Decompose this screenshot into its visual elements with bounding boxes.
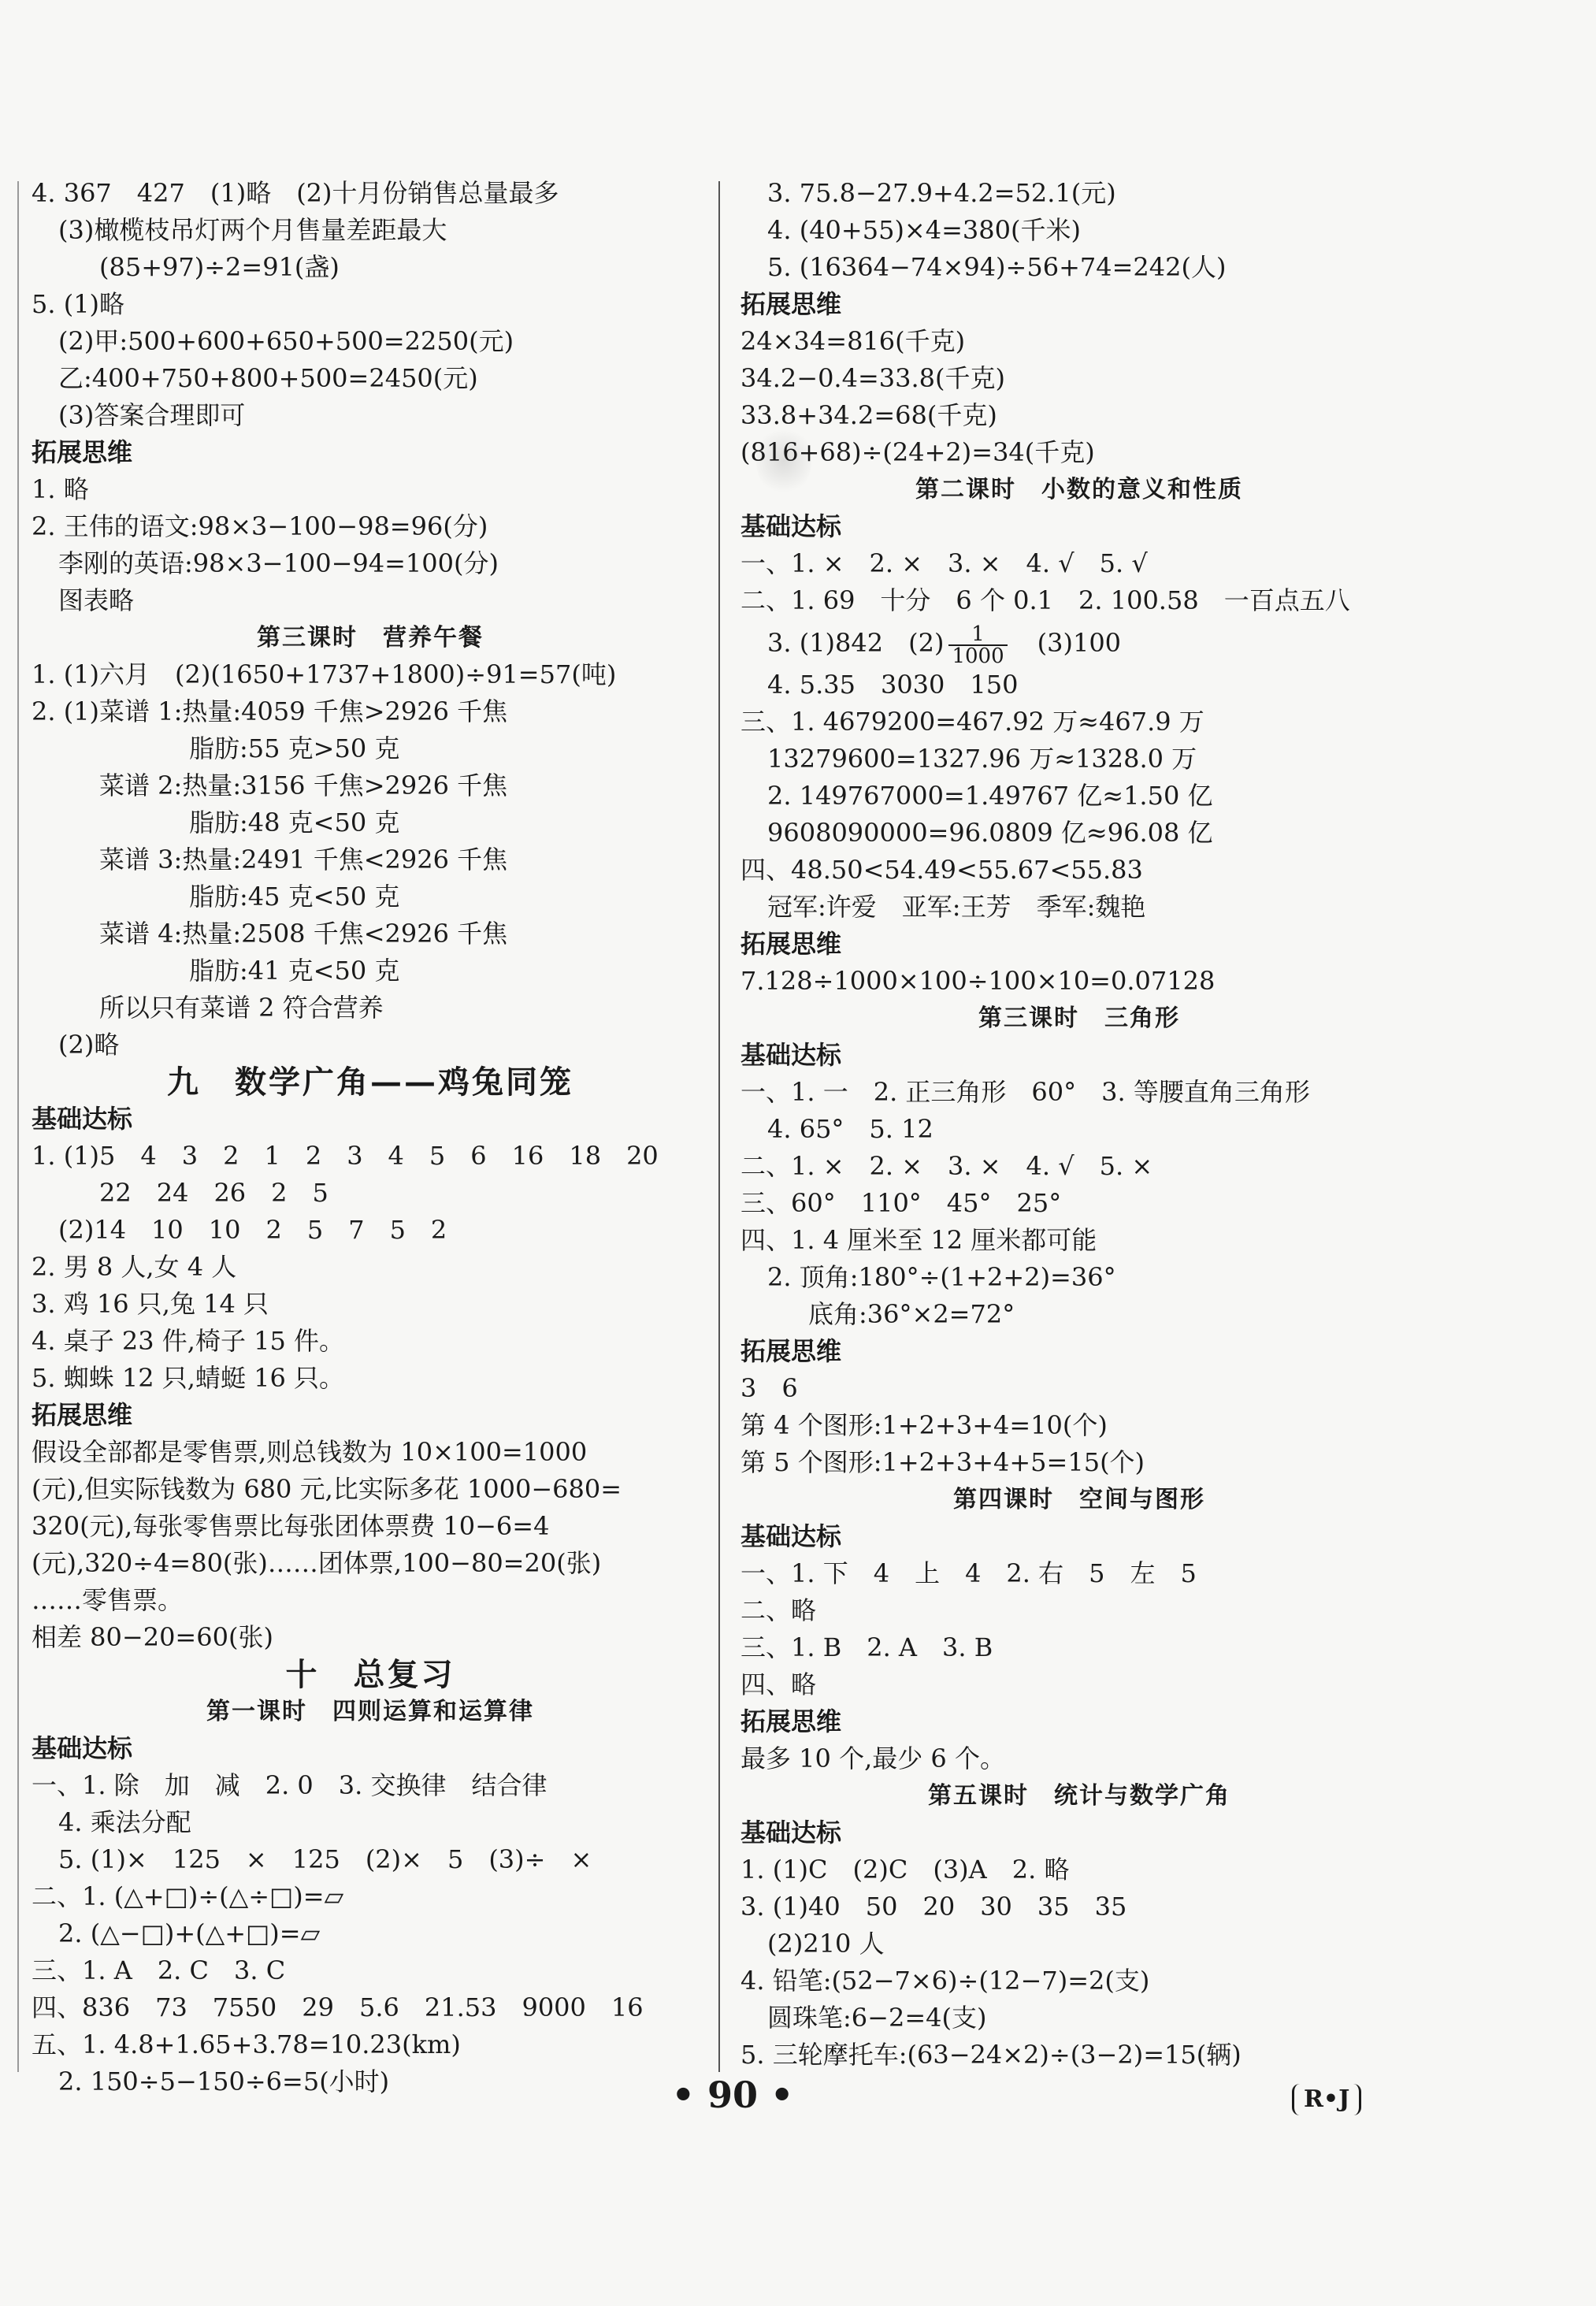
answer-line: 三、60° 110° 45° 25° xyxy=(740,1188,1062,1218)
answer-line: 菜谱 4:热量:2508 千焦<2926 千焦 xyxy=(99,919,508,949)
answer-line: ……零售票。 xyxy=(32,1585,184,1615)
answer-line: 33.8+34.2=68(千克) xyxy=(740,400,997,430)
answer-line: 一、1. × 2. × 3. × 4. √ 5. √ xyxy=(740,548,1148,578)
answer-line: 四、836 73 7550 29 5.6 21.53 9000 16 xyxy=(32,1992,644,2022)
lesson-heading: 第二课时 小数的意义和性质 xyxy=(915,476,1243,503)
fraction xyxy=(948,624,1007,667)
answer-line: 3. (1)40 50 20 30 35 35 xyxy=(740,1892,1127,1922)
answer-line: 五、1. 4.8+1.65+3.78=10.23(km) xyxy=(32,2029,461,2059)
answer-line: 菜谱 2:热量:3156 千焦>2926 千焦 xyxy=(99,771,508,800)
answer-line: 图表略 xyxy=(58,585,135,615)
answer-line: 7.128÷1000×100÷100×10=0.07128 xyxy=(740,966,1216,996)
answer-line: 9608090000=96.0809 亿≈96.08 亿 xyxy=(767,818,1213,848)
answer-line: 3. 75.8−27.9+4.2=52.1(元) xyxy=(767,178,1116,208)
answer-line: 2. 男 8 人,女 4 人 xyxy=(32,1252,237,1282)
answer-text: (3)100 xyxy=(1011,628,1122,658)
answer-line: 三、1. B 2. A 3. B xyxy=(740,1632,993,1662)
section-label: 拓展思维 xyxy=(740,1336,842,1366)
lesson-heading: 第五课时 统计与数学广角 xyxy=(928,1782,1230,1810)
answer-line: 13279600=1327.96 万≈1328.0 万 xyxy=(767,744,1197,774)
answer-line: 1. (1)5 4 3 2 1 2 3 4 5 6 16 18 20 xyxy=(32,1141,659,1171)
left-margin-rule xyxy=(17,181,19,2072)
answer-line: 320(元),每张零售票比每张团体票费 10−6=4 xyxy=(32,1511,550,1541)
answer-text: 3. (1)842 (2) xyxy=(767,628,945,658)
answer-line: 4. 铅笔:(52−7×6)÷(12−7)=2(支) xyxy=(740,1966,1150,1996)
answer-line: 4. (40+55)×4=380(千米) xyxy=(767,215,1081,245)
answer-line: 2. 150÷5−150÷6=5(小时) xyxy=(58,2066,390,2096)
answer-line: 1. (1)C (2)C (3)A 2. 略 xyxy=(740,1855,1070,1885)
answer-line: 脂肪:41 克<50 克 xyxy=(189,956,400,986)
answer-line: 1. (1)六月 (2)(1650+1737+1800)÷91=57(吨) xyxy=(32,659,617,689)
section-label: 基础达标 xyxy=(32,1104,133,1134)
section-label: 基础达标 xyxy=(740,511,842,541)
answer-line: 所以只有菜谱 2 符合营养 xyxy=(99,993,384,1023)
section-label: 基础达标 xyxy=(740,1521,842,1551)
answer-line: 四、48.50<54.49<55.67<55.83 xyxy=(740,855,1143,885)
answer-line: (3)橄榄枝吊灯两个月售量差距最大 xyxy=(58,215,447,245)
answer-line: 24×34=816(千克) xyxy=(740,326,966,356)
answer-line: 2. 顶角:180°÷(1+2+2)=36° xyxy=(767,1262,1116,1292)
answer-line: 4. 乘法分配 xyxy=(58,1807,191,1837)
section-label: 拓展思维 xyxy=(740,289,842,319)
answer-line: 二、略 xyxy=(740,1595,817,1625)
section-label: 基础达标 xyxy=(32,1733,133,1763)
answer-line: (2)略 xyxy=(58,1030,120,1060)
answer-line: 第 5 个图形:1+2+3+4+5=15(个) xyxy=(740,1447,1145,1477)
answer-line: 一、1. 一 2. 正三角形 60° 3. 等腰直角三角形 xyxy=(740,1077,1310,1107)
section-label: 拓展思维 xyxy=(740,929,842,959)
left-column xyxy=(32,175,709,2100)
answer-line: 一、1. 下 4 上 4 2. 右 5 左 5 xyxy=(740,1558,1197,1588)
answer-line: 2. (1)菜谱 1:热量:4059 千焦>2926 千焦 xyxy=(32,696,508,726)
section-label: 拓展思维 xyxy=(32,437,133,467)
section-label: 拓展思维 xyxy=(32,1400,133,1430)
answer-line: 第 4 个图形:1+2+3+4=10(个) xyxy=(740,1410,1108,1440)
answer-line: (2)210 人 xyxy=(767,1929,885,1959)
answer-line: 2. 149767000=1.49767 亿≈1.50 亿 xyxy=(767,781,1213,811)
edition-badge: R•J xyxy=(1292,2084,1361,2115)
answer-line: 相差 80−20=60(张) xyxy=(32,1622,273,1652)
lesson-heading: 第三课时 营养午餐 xyxy=(257,624,484,652)
answer-line: 二、1. 69 十分 6 个 0.1 2. 100.58 一百点五八 xyxy=(740,585,1350,615)
answer-line: (元),320÷4=80(张)……团体票,100−80=20(张) xyxy=(32,1548,602,1578)
answer-line: 5. (1)略 xyxy=(32,289,125,319)
fraction-denominator: 1000 xyxy=(952,644,1004,668)
answer-line: 脂肪:48 克<50 克 xyxy=(189,808,400,837)
answer-line: 3. 鸡 16 只,兔 14 只 xyxy=(32,1289,269,1319)
answer-line: 脂肪:45 克<50 克 xyxy=(189,882,400,912)
answer-line: 二、1. × 2. × 3. × 4. √ 5. × xyxy=(740,1151,1153,1181)
answer-line xyxy=(740,619,1418,667)
column-divider xyxy=(718,181,720,2072)
answer-line: 4. 5.35 3030 150 xyxy=(767,670,1019,700)
answer-line: 2. 王伟的语文:98×3−100−98=96(分) xyxy=(32,511,488,541)
answer-line: 一、1. 除 加 减 2. 0 3. 交换律 结合律 xyxy=(32,1770,547,1800)
answer-line: 假设全部都是零售票,则总钱数为 10×100=1000 xyxy=(32,1437,588,1467)
answer-line: 22 24 26 2 5 xyxy=(99,1178,328,1208)
answer-line: 乙:400+750+800+500=2450(元) xyxy=(58,363,478,393)
answer-line: 三、1. 4679200=467.92 万≈467.9 万 xyxy=(740,707,1204,737)
answer-line: (85+97)÷2=91(盏) xyxy=(99,252,340,282)
answer-line: 三、1. A 2. C 3. C xyxy=(32,1955,286,1985)
answer-line: 4. 367 427 (1)略 (2)十月份销售总量最多 xyxy=(32,178,559,208)
answer-line: 2. (△−□)+(△+□)=▱ xyxy=(58,1918,321,1948)
section-label: 基础达标 xyxy=(740,1818,842,1847)
answer-line: 4. 65° 5. 12 xyxy=(767,1114,933,1144)
answer-line: 3 6 xyxy=(740,1373,798,1403)
lesson-heading: 第一课时 四则运算和运算律 xyxy=(206,1698,534,1725)
answer-line: 1. 略 xyxy=(32,474,89,504)
answer-line: (2)甲:500+600+650+500=2250(元) xyxy=(58,326,514,356)
answer-line: 二、1. (△+□)÷(△÷□)=▱ xyxy=(32,1881,344,1911)
answer-line: 李刚的英语:98×3−100−94=100(分) xyxy=(58,548,499,578)
answer-line: 菜谱 3:热量:2491 千焦<2926 千焦 xyxy=(99,845,508,874)
answer-line: (2)14 10 10 2 5 7 5 2 xyxy=(58,1215,447,1245)
answer-line: 5. 蜘蛛 12 只,蜻蜓 16 只。 xyxy=(32,1363,345,1393)
answer-line: 4. 桌子 23 件,椅子 15 件。 xyxy=(32,1326,345,1356)
answer-line: 5. 三轮摩托车:(63−24×2)÷(3−2)=15(辆) xyxy=(740,2040,1242,2070)
answer-line: 脂肪:55 克>50 克 xyxy=(189,733,400,763)
answer-line: 最多 10 个,最少 6 个。 xyxy=(740,1743,1005,1773)
answer-line: 34.2−0.4=33.8(千克) xyxy=(740,363,1005,393)
answer-line: (3)答案合理即可 xyxy=(58,400,246,430)
answer-line: 5. (16364−74×94)÷56+74=242(人) xyxy=(767,252,1227,282)
chapter-heading: 九 数学广角——鸡兔同笼 xyxy=(167,1064,573,1101)
answer-line: 四、1. 4 厘米至 12 厘米都可能 xyxy=(740,1225,1097,1255)
fraction-numerator: 1 xyxy=(948,624,1007,646)
answer-line: 圆珠笔:6−2=4(支) xyxy=(767,2003,987,2033)
right-column xyxy=(740,175,1418,2074)
answer-line: 底角:36°×2=72° xyxy=(808,1299,1015,1329)
answer-line: 四、略 xyxy=(740,1669,817,1699)
chapter-heading: 十 总复习 xyxy=(285,1656,455,1693)
answer-line: (元),但实际钱数为 680 元,比实际多花 1000−680= xyxy=(32,1474,622,1504)
lesson-heading: 第三课时 三角形 xyxy=(978,1004,1180,1032)
answer-line: 5. (1)× 125 × 125 (2)× 5 (3)÷ × xyxy=(58,1844,592,1874)
answer-line: 冠军:许爱 亚军:王芳 季军:魏艳 xyxy=(767,892,1146,922)
section-label: 拓展思维 xyxy=(740,1706,842,1736)
lesson-heading: 第四课时 空间与图形 xyxy=(953,1486,1205,1513)
page-number: • 90 • xyxy=(671,2074,794,2116)
answer-line: (816+68)÷(24+2)=34(千克) xyxy=(740,437,1095,467)
section-label: 基础达标 xyxy=(740,1040,842,1070)
